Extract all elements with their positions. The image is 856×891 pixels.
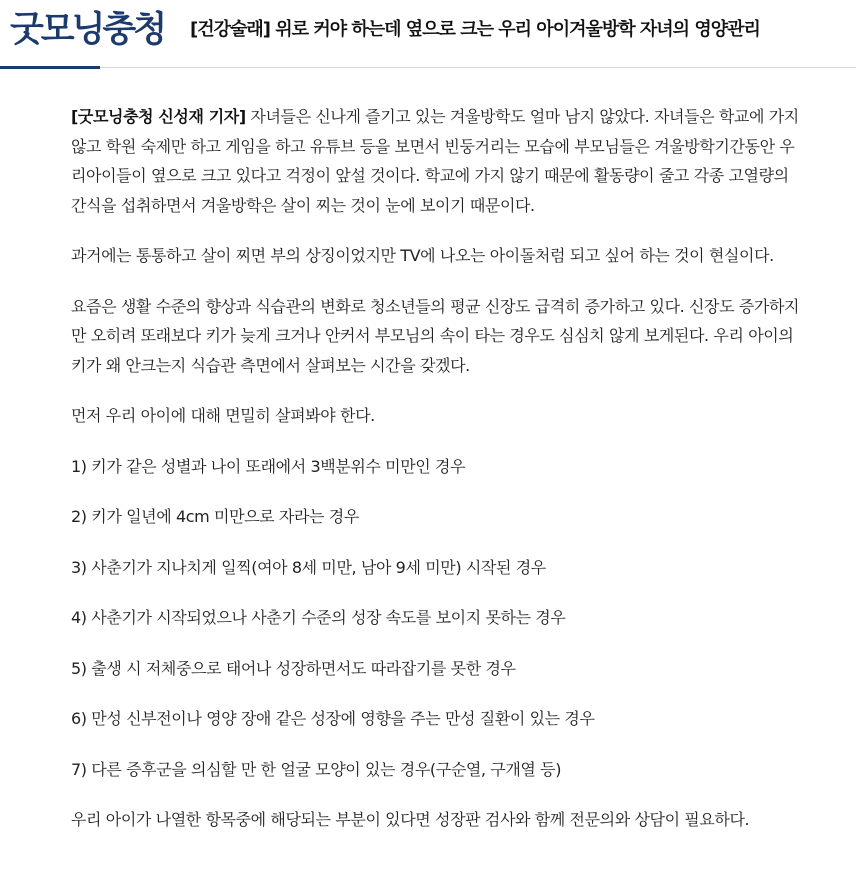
checklist-item: 3) 사춘기가 지나치게 일찍(여아 8세 미만, 남아 9세 미만) 시작된 경우 <box>71 557 546 577</box>
article-body <box>71 102 801 856</box>
checklist-item: 6) 만성 신부전이나 영양 장애 같은 성장에 영향을 주는 만성 질환이 있는 경우 <box>71 709 595 728</box>
article-title: [건강술래] 위로 커야 하는데 옆으로 크는 우리 아이겨울방학 자녀의 영양관리 <box>190 19 760 40</box>
checklist-item: 1) 키가 같은 성별과 나이 또래에서 3백분위수 미만인 경우 <box>71 456 466 476</box>
article-paragraph: 먼저 우리 아이에 대해 면밀히 살펴봐야 한다. <box>71 406 375 425</box>
article-paragraph: 요즘은 생활 수준의 향상과 식습관의 변화로 청소년들의 평균 신장도 급격히 증가하고 있다. 신장도 증가하지만 오히려 또래보다 키가 늦게 크거나 안커서 부모님의 속이 타는 경우도 심심치 않게 보게된다. 우리 아이의 키가 왜 안크는지 식습관 측면에서 살펴보는 시간을 갖겠다. <box>71 296 800 375</box>
header-accent-bar <box>0 66 100 69</box>
site-logo[interactable]: 굿모닝충청 <box>10 10 165 50</box>
checklist-item: 7) 다른 증후군을 의심할 만 한 얼굴 모양이 있는 경우(구순열, 구개열 등) <box>71 759 562 779</box>
checklist-item: 5) 출생 시 저체중으로 태어나 성장하면서도 따라잡기를 못한 경우 <box>71 658 516 678</box>
article-paragraph: 과거에는 통통하고 살이 찌면 부의 상징이었지만 TV에 나오는 아이돌처럼 되고 싶어 하는 것이 현실이다. <box>71 246 774 265</box>
checklist-item: 2) 키가 일년에 4cm 미만으로 자라는 경우 <box>71 507 359 526</box>
article-byline: [굿모닝충청 신성재 기자] <box>71 107 246 126</box>
article-paragraph-closing: 우리 아이가 나열한 항목중에 해당되는 부분이 있다면 성장판 검사와 함께 전문의와 상담이 필요하다. <box>71 810 750 829</box>
intro-text: 자녀들은 신나게 즐기고 있는 겨울방학도 얼마 남지 않았다. 자녀들은 학교에 가지 않고 학원 숙제만 하고 게임을 하고 유튜브 등을 보면서 빈둥거리는 모습에 부모님들은 겨울방학기간동안 우리아이들이 옆으로 크고 있다고 걱정이 앞설 것이다. 학교에 가지 않기 때문에 활동량이 줄고 각종 고열량의 간식을 섭취하면서 겨울방학은 살이 찌는 것이 눈에 보이기 때문이다. <box>71 107 799 215</box>
checklist-item: 4) 사춘기가 시작되었으나 사춘기 수준의 성장 속도를 보이지 못하는 경우 <box>71 608 566 627</box>
site-header <box>0 0 856 68</box>
article-paragraph-intro <box>71 102 801 220</box>
